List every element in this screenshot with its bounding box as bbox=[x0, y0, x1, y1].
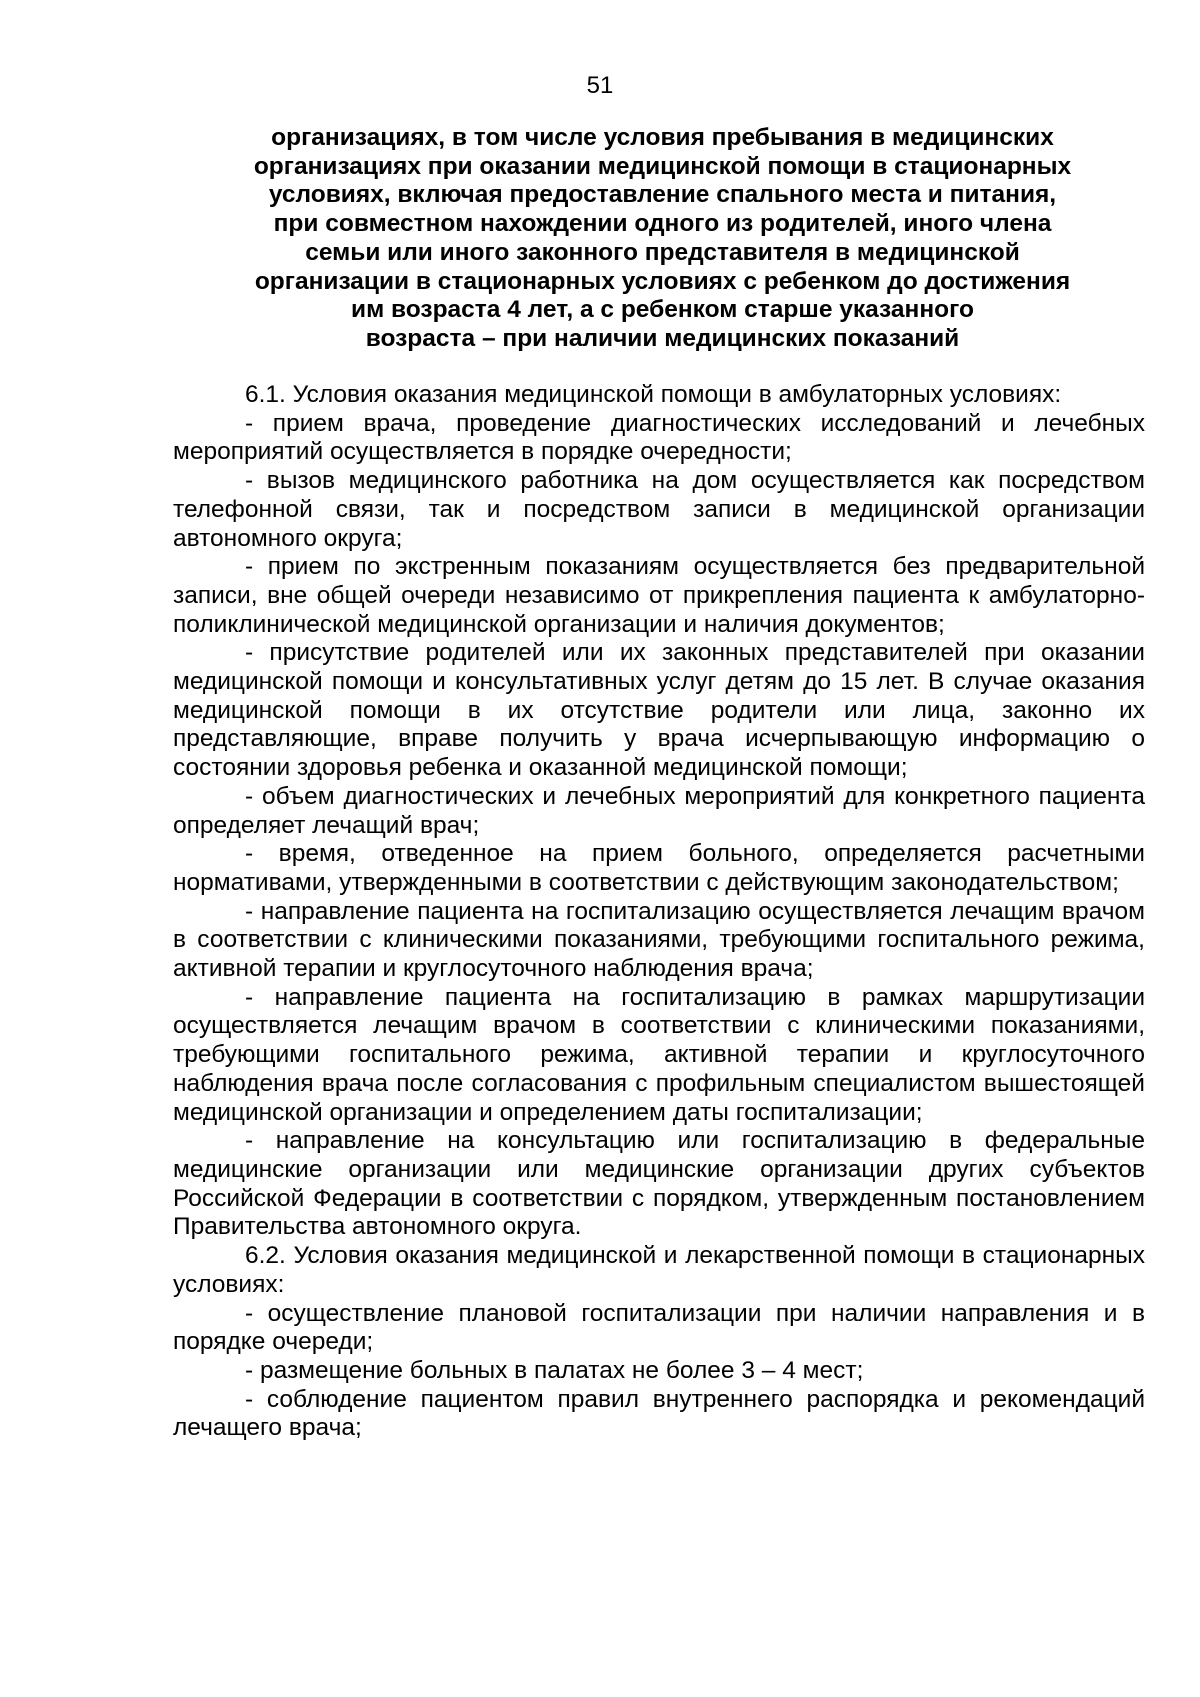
page-number: 51 bbox=[586, 72, 614, 99]
heading-line: при совместном нахождении одного из родителей, иного члена bbox=[273, 210, 1052, 238]
list-item: - направление пациента на госпитализацию в рамках маршрутизации осуществляется лечащим врачом в соответствии с клиническими показаниями, требующими госпитального режима, активной терапии и круглосуточного наблюдения врача после согласования с профильным специалистом вышестоящей медицинской организации и определением даты госпитализации; bbox=[173, 983, 1145, 1126]
list-item: - направление пациента на госпитализацию осуществляется лечащим врачом в соответствии с клиническими показаниями, требующими госпитального режима, активной терапии и круглосуточного наблюдения врача; bbox=[173, 897, 1145, 983]
list-item: - присутствие родителей или их законных представителей при оказании медицинской помощи и консультативных услуг детям до 15 лет. В случае оказания медицинской помощи в их отсутствие родители или лица, законно их представляющие, вправе получить у врача исчерпывающую информацию о состоянии здоровья ребенка и оказанной медицинской помощи; bbox=[173, 639, 1145, 782]
list-item: - прием по экстренным показаниям осуществляется без предварительной записи, вне общей очереди независимо от прикрепления пациента к амбулаторно-поликлинической медицинской организации и наличия документов; bbox=[173, 553, 1145, 638]
clause-6-1-title: 6.1. Условия оказания медицинской помощи в амбулаторных условиях: bbox=[245, 381, 1062, 408]
list-item: - осуществление плановой госпитализации при наличии направления и в порядке очереди; bbox=[173, 1299, 1145, 1356]
heading-line: организации в стационарных условиях с ребенком до достижения bbox=[254, 267, 1071, 295]
body-text bbox=[173, 381, 1145, 1443]
heading-line: им возраста 4 лет, а с ребенком старше указанного bbox=[351, 296, 974, 324]
list-item: - вызов медицинского работника на дом осуществляется как посредством телефонной связи, так и посредством записи в медицинской организации автономного округа; bbox=[173, 467, 1145, 552]
list-item: - размещение больных в палатах не более 3 – 4 мест; bbox=[245, 1356, 864, 1384]
clause-6-2-title: 6.2. Условия оказания медицинской и лекарственной помощи в стационарных условиях: bbox=[173, 1242, 1145, 1298]
list-item: - прием врача, проведение диагностических исследований и лечебных мероприятий осуществляется в порядке очередности; bbox=[173, 409, 1145, 466]
list-item: - направление на консультацию или госпитализацию в федеральные медицинские организации или медицинские организации других субъектов Российской Федерации в соответствии с порядком, утвержденным постановлением Правительства автономного округа. bbox=[173, 1127, 1145, 1241]
list-item: - объем диагностических и лечебных мероприятий для конкретного пациента определяет лечащий врач; bbox=[173, 782, 1145, 839]
section-heading bbox=[190, 124, 1135, 354]
heading-line: условиях, включая предоставление спального места и питания, bbox=[268, 181, 1057, 209]
heading-line: семьи или иного законного представителя в медицинской bbox=[305, 238, 1020, 266]
heading-line: организациях, в том числе условия пребывания в медицинских bbox=[271, 124, 1054, 151]
heading-line: возраста – при наличии медицинских показаний bbox=[365, 324, 960, 352]
heading-line: организациях при оказании медицинской помощи в стационарных bbox=[253, 152, 1072, 180]
list-item: - время, отведенное на прием больного, определяется расчетными нормативами, утвержденными в соответствии с действующим законодательством; bbox=[173, 840, 1145, 896]
list-item: - соблюдение пациентом правил внутреннего распорядка и рекомендаций лечащего врача; bbox=[173, 1385, 1145, 1442]
